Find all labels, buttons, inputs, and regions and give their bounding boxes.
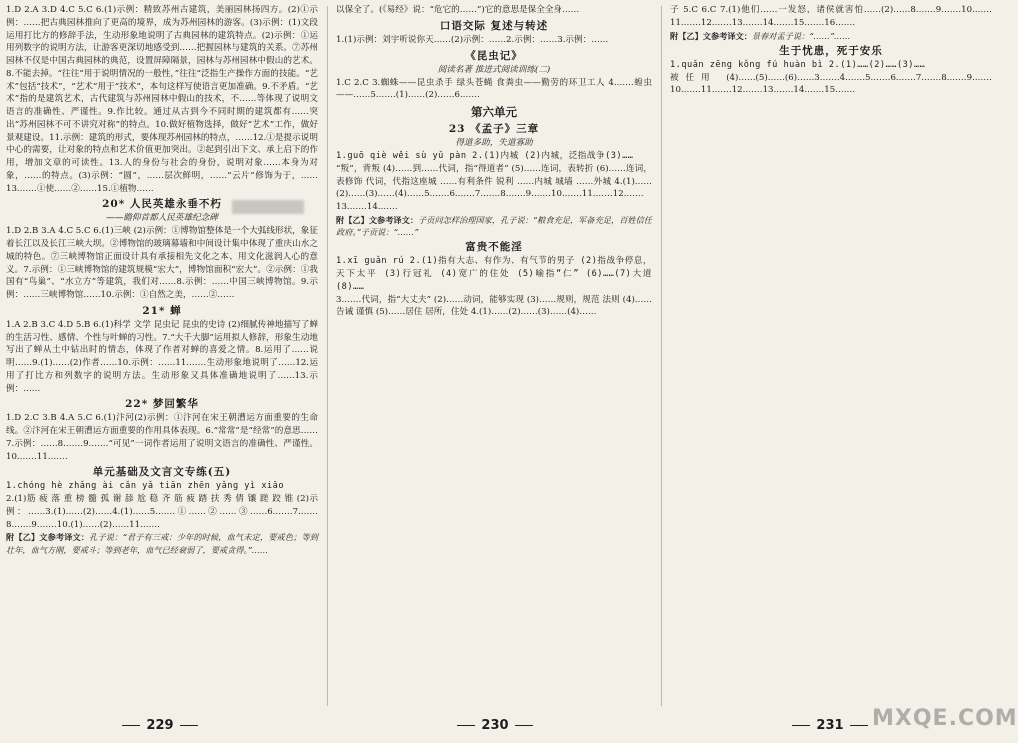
answer-paragraph: 1.(1)示例：刘宇听说你天……(2)示例：……2.示例：……3.示例：…… <box>336 34 609 45</box>
pinyin-line: 1.quǎn zēng kǒng fú huàn bì 2.(1)……(2)……(3)…… <box>670 59 926 70</box>
translation-text: 子贡问怎样治理国家，孔子说：“粮食充足，军备充足，百姓信任政府。”子贡说：“……” <box>336 214 652 238</box>
section-title: 生于忧患，死于安乐 <box>779 44 883 57</box>
column-divider-right <box>661 6 662 706</box>
section-title: 20* 人民英雄永垂不朽 <box>102 198 222 211</box>
section-title: 22* 梦回繁华 <box>125 398 199 411</box>
unit-title: 第六单元 <box>471 105 517 119</box>
pinyin-line: 1.guō qiè wěi sù yǔ pàn 2.(1)内城 (2)内城，泛指战争(3)…… <box>336 151 634 161</box>
answer-paragraph: 3.……代词，指“大丈夫” (2)……动词，能够实现 (3)……规则，规范 法则 (4)……告诫 谨慎 (5)……居住 居所，住处 4.(1)……(2)……(3)……(4)…… <box>336 294 652 318</box>
section-subtitle: 阅读名著 推进式阅读训练(二) <box>437 64 551 75</box>
page-number-middle: 230 <box>425 716 565 736</box>
translation-text: 景春对孟子说：“……”…… <box>751 30 851 41</box>
answer-paragraph: 子 5.C 6.C 7.(1)他们……一发怒，诸侯就害怕……(2)……8.……9.……10.……11.……12.……13.……14.……15.……16.…… <box>670 5 992 28</box>
blurred-stamp <box>232 200 304 214</box>
translation-label: 附【乙】文参考译文： <box>670 30 752 41</box>
answer-paragraph: 1.D 2.A 3.D 4.C 5.C 6.(1)示例：精致苏州古建筑，美丽园林扬四方。(2)①示例：……把古典园林推向了更高的境界，成为苏州园林的游客。(3)示例：(1)文段运用打比方的修辞手法，生动形象地说明了古典园林的建筑特点。(2)示例：①运用列数字的说明方法，让游客更深切地感受到……把握园林与建筑的关系。⑦苏州园林不仅是中国古典园林的典范，设置屏障隔景，园林与苏州园林中假山的艺术。8.不能去掉。“往往”用于说明情况的一般性，”往往“泛指生产操作方面的技能。“艺术”包括“技术”，“艺术”用于“技术”，本句这样写使语言更加准确。9.不矛盾。“艺术”指的是建筑艺术，古代建筑与苏州园林中假山的技术，不……等体现了说明文语言的准确性、严谨性。9.作比较。通过从古到今不同时期的建筑都有……突出“苏州园林不可不讲究对称”的特点。10.做好植物选择，做好“艺术”工作，做好景观建设。11.示例：建筑的形式，要体现苏州园林的特点，……12.①是提示说明中心的需要，让对象的特点和艺术价值更加突出。②起到引出下文、承上启下的作用，增加文章的可读性。13.人的身份与社会的身份，说明对象……本身为对象，……的特点。(3)示例：“圆”，……层次鲜明，……“云片”修饰为于，……13.……①使……②……15.①植物…… <box>6 5 318 194</box>
section-subtitle: 得道多助，失道寡助 <box>455 138 533 148</box>
page-number-right: 231 <box>760 716 900 736</box>
section-subtitle: ——瞻仰首都人民英雄纪念碑 <box>106 213 218 224</box>
section-title: 单元基础及文言文专练(五) <box>92 466 232 479</box>
answer-paragraph: “叛”，背叛 (4)……到……代词，指“得道者” (5)……连词，表转折 (6)……连词，表修饰 代词，代指这座城 ……有利条件 锐利 ……内城 城墙 ……外城 4.(1)……(2)……(3)……(4)……5.……6.……7.……8.……9.……10.……11.……12.……13.……14.…… <box>336 163 652 212</box>
translation-label: 附【乙】文参考译文： <box>6 532 90 543</box>
translation-text: 孔子说：“君子有三戒：少年的时候，血气未定，要戒色；等到壮年，血气方刚，要戒斗；等到老年，血气已经衰弱了，要戒贪得。”…… <box>6 532 318 555</box>
translation-label: 附【乙】文参考译文： <box>336 214 419 225</box>
column-divider-left <box>327 6 328 706</box>
answer-paragraph: 1.D 2.C 3.B 4.A 5.C 6.(1)汴河(2)示例：①汴河在宋王朝漕运方面重要的生命线。②汴河在宋王朝漕运方面重要的作用具体表现。6.“常常”是“经常”的意思……7.示例：……8.……9.……“可见”一词作者运用了说明文语言的准确性、严谨性。10.……11.…… <box>6 413 318 462</box>
answer-paragraph: 2.(1)筋 疲 落 重 榜 髓 孤 谢 舔 尬 稳 齐 筋 疲 踏 扶 秀 倩 镶 蹉 跤 锥 (2)示例：……3.(1)……(2)……4.(1)……5.……①……②……③……6.……7.……8.……9.……10.(1)……(2)……11.…… <box>6 494 318 530</box>
page-right-content <box>670 4 992 708</box>
page-left-content <box>6 4 318 708</box>
translation-paragraph <box>670 30 992 42</box>
answer-paragraph: 1.A 2.B 3.C 4.D 5.B 6.(1)科学 文学 昆虫记 昆虫的史诗 (2)细腻传神地描写了蝉的生活习性、感情、个性与叶蝉的习性。7.“大千大脚”运用拟人修辞，形象生动地写出了蝉从土中钻出时的情态，体现了作者对蝉的喜爱之情。8.运用了……说明……9.(1)……(2)作者……10.示例：……11.……生动形象地说明了……12.运用了打比方和列数字的说明方法。生动形象又具体准确地说明了……13.示例：…… <box>6 319 318 394</box>
answer-paragraph: 被任用 (4)……(5)……(6)……3.……4.……5.……6.……7.……8.……9.……10.……11.……12.……13.……14.……15.…… <box>670 72 992 96</box>
section-title: 口语交际 复述与转述 <box>439 19 549 32</box>
answer-paragraph: 1.C 2.C 3.蜘蛛——昆虫杀手 绿头苍蝇 食粪虫——勤劳的环卫工人 4.……蝗虫——……5.……(1)……(2)……6.…… <box>336 77 652 101</box>
section-title: 富贵不能淫 <box>465 241 523 254</box>
answer-paragraph: 以保全了。(《易经》说：“危它的……”)它的意思是保全全身…… <box>336 5 580 15</box>
pinyin-line: 1.chóng hè zhǎng ài cǎn yǎ tiān zhēn yǎng yì xiāo <box>6 481 285 492</box>
section-title: 23 《孟子》三章 <box>448 123 540 135</box>
page-middle-content <box>336 4 652 708</box>
answer-paragraph: 1.D 2.B 3.A 4.C 5.C 6.(1)三峡 (2)示例：①博物馆整体是一个大弧线形状，象征着长江以及长江三峡大坝。②博物馆的玻璃幕墙和中间设计集中体现了重庆山水之城的特色。⑦三峡博物馆正面设计具有承接相先文化之本、用文化滋润人心的意义。7.示例：①三峡博物馆的建筑规模“宏大”，博物馆面积“宏大”。②示例：①我国有“鸟巢”、“水立方”等建筑，我们对……8.示例：……中国三峡博物馆。9.示例：……三峡博物馆……10.示例：①自然之美，……②…… <box>6 226 318 300</box>
section-title: 《昆虫记》 <box>465 49 523 62</box>
page-number-left: 229 <box>90 716 230 736</box>
pinyin-line: 1.xī guǎn rú 2.(1)指有大志、有作为、有气节的男子 (2)指战争停息，天下太平 (3)行冠礼 (4)宽广的住处 (5)喻指“仁” (6)……(7)大道 (8)…… <box>336 256 652 292</box>
site-watermark: MXQE.COM <box>872 706 1018 731</box>
translation-paragraph <box>6 531 318 556</box>
section-title: 21* 蝉 <box>142 304 182 317</box>
translation-paragraph <box>336 214 652 239</box>
